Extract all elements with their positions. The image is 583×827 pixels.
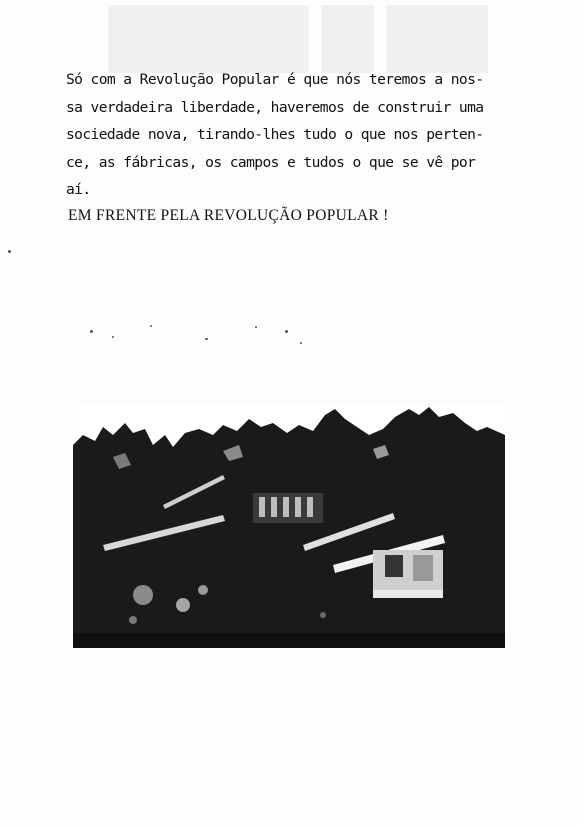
paragraph-line: ce, as fábricas, os campos e tudos o que se vê por [66,153,476,171]
print-speck [300,342,302,344]
print-speck [205,338,208,340]
paragraph-line: aí. [66,181,91,198]
paragraph-line: Só com a Revolução Popular é que nós teremos a nos- [66,71,484,88]
show-through-heading: ▇▇ ▇ ▇▇▇▇ [110,0,487,70]
paragraph-line: sa verdadeira liberdade, haveremos de construir uma [66,98,484,116]
print-speck [255,326,257,328]
paragraph-line: sociedade nova, tirando-lhes tudo o que nos perten- [66,126,484,143]
slogan-heading: EM FRENTE PELA REVOLUÇÃO POPULAR ! [68,207,389,224]
print-speck [112,336,114,338]
print-speck [285,330,288,333]
print-speck [150,325,152,327]
print-speck [90,330,93,333]
paragraph [66,66,506,204]
print-speck [8,250,11,253]
photo-image [73,405,505,648]
photograph [73,405,505,648]
